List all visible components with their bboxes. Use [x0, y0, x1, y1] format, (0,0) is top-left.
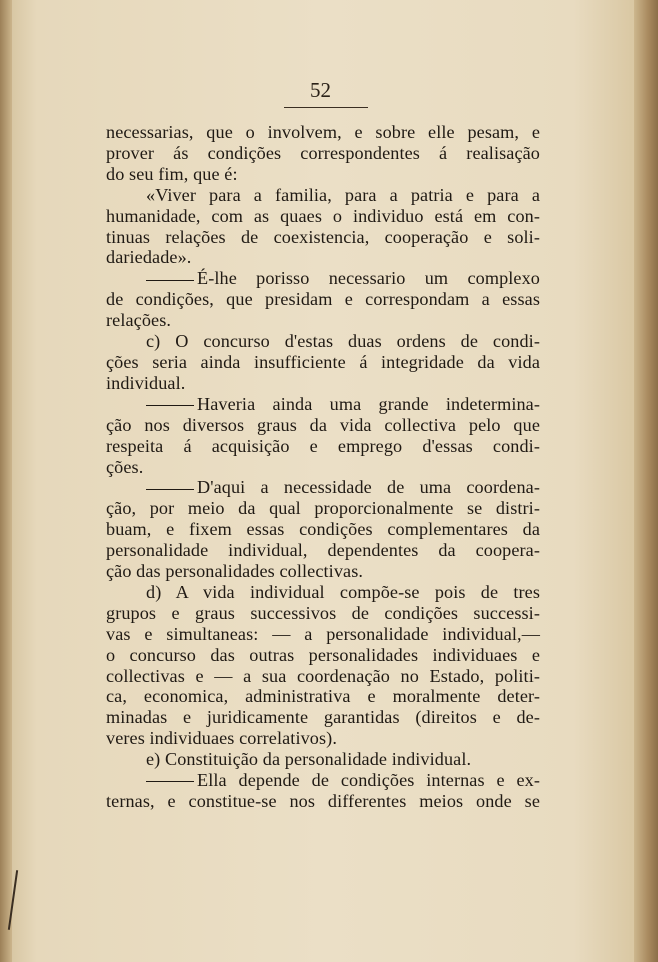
text-line: o concurso das outras personalidades individuaes e [106, 644, 540, 665]
text-line [106, 394, 540, 415]
text-line: respeita á acquisição e emprego d'essas condi- [106, 435, 540, 456]
body-text [106, 122, 540, 812]
text-line: c) O concurso d'estas duas ordens de condi- [146, 331, 540, 352]
text-line: ções. [106, 456, 144, 477]
text-line: vas e simultaneas: — a personalidade individual,— [106, 623, 540, 644]
text-line: ca, economica, administrativa e moralmente deter- [106, 686, 540, 707]
text-line-content: Ella depende de condições internas e ex- [197, 770, 540, 791]
header-rule [284, 107, 368, 108]
text-line-content: É-lhe porisso necessario um complexo [197, 268, 540, 289]
text-line: ções seria ainda insufficiente á integridade da vida [106, 351, 540, 372]
em-dash-rule [146, 405, 194, 406]
text-line-content: D'aqui a necessidade de uma coordena- [197, 477, 540, 498]
text-line: ção, por meio da qual proporcionalmente se distri- [106, 498, 540, 519]
text-line: ternas, e constitue-se nos differentes meios onde se [106, 791, 540, 811]
em-dash-rule [146, 781, 194, 782]
text-line: buam, e fixem essas condições complementares da [106, 519, 540, 540]
text-line: e) Constituição da personalidade individual. [146, 749, 472, 770]
page-edge [634, 0, 658, 962]
text-line: d) A vida individual compõe-se pois de tres [146, 581, 540, 602]
em-dash-rule [146, 280, 194, 281]
page-number: 52 [310, 78, 331, 102]
text-line [106, 770, 540, 791]
text-line: collectivas e — a sua coordenação no Estado, politi- [106, 665, 540, 686]
text-line: de condições, que presidam e correspondam a essas [106, 289, 540, 310]
text-line: tinuas relações de coexistencia, cooperação e soli- [106, 226, 540, 247]
text-line: ção nos diversos graus da vida collectiva pelo que [106, 414, 540, 435]
text-line-content: Haveria ainda uma grande indetermina- [197, 393, 540, 414]
text-line: «Viver para a familia, para a patria e para a [146, 184, 540, 205]
em-dash-rule [146, 489, 194, 490]
text-line: minadas e juridicamente garantidas (direitos e de- [106, 707, 540, 728]
text-line [106, 268, 540, 289]
text-line [106, 477, 540, 498]
text-line: grupos e graus successivos de condições successi- [106, 602, 540, 623]
text-line: veres individuaes correlativos). [106, 728, 337, 749]
text-line: personalidade individual, dependentes da coopera- [106, 540, 540, 561]
text-line: necessarias, que o involvem, e sobre elle pesam, e [106, 122, 540, 142]
text-line: do seu fim, que é: [106, 163, 238, 184]
text-line: humanidade, com as quaes o individuo está em con- [106, 205, 540, 226]
text-line: ção das personalidades collectivas. [106, 561, 364, 582]
text-line: relações. [106, 310, 172, 331]
text-line: individual. [106, 372, 186, 393]
text-line: prover ás condições correspondentes á realisação [106, 142, 540, 163]
text-line: dariedade». [106, 247, 192, 268]
